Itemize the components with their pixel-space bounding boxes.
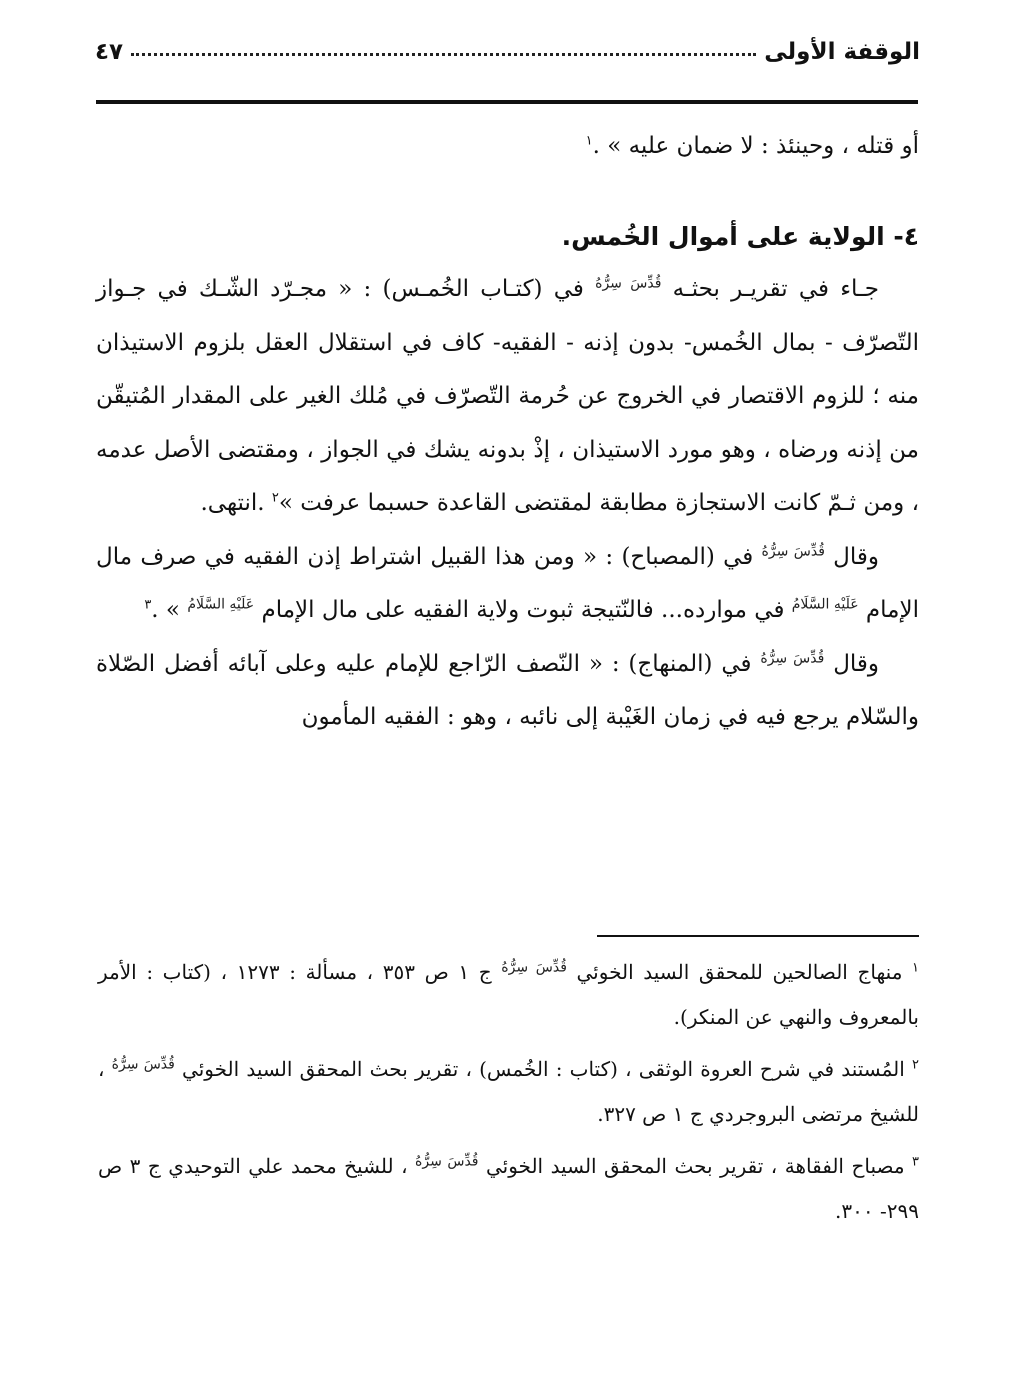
footnote-text: مصباح الفقاهة ، تقرير بحث المحقق السيد الخوئي bbox=[485, 1154, 905, 1178]
footnote-number: ١ bbox=[912, 960, 920, 976]
footnote-number: ٢ bbox=[912, 1057, 920, 1073]
running-header bbox=[95, 30, 920, 74]
honorific-mark: قُدِّسَ سِرُّهُ bbox=[760, 649, 825, 666]
para1-text-b: في (كتـاب الخُمـس) : « مجـرّد الشّـك في جـواز التّصرّف - بمال الخُمس- بدون إذنه - الفقيه- كاف في استقلال العقل بلزوم الاستيذان منه ؛ للزوم الاقتصار في الخروج عن حُرمة التّصرّف في مُلك الغير على المقدار المُتيقّن من إذنه ورضاه ، وهو مورد الاستيذان ، إذْ بدونه يشك في الجواز ، ومقتضى الأصل عدمه ، ومن ثـمّ كانت الاستجازة مطابقة لمقتضى القاعدة حسبما عرفت » bbox=[96, 276, 919, 516]
continuation-text: أو قتله ، وحينئذ : لا ضمان عليه » . bbox=[592, 133, 919, 159]
header-rule bbox=[96, 100, 918, 104]
honorific-mark: قُدِّسَ سِرُّهُ bbox=[595, 275, 662, 292]
footnote-text: ، للشيخ مرتضى البروجردي ج ١ ص ٣٢٧. bbox=[98, 1057, 919, 1126]
main-text bbox=[96, 120, 919, 745]
footnote-text: ، للشيخ محمد علي التوحيدي ج ٣ ص ٢٩٩- ٣٠٠. bbox=[98, 1154, 919, 1223]
footnote-number: ٣ bbox=[912, 1154, 919, 1170]
section-title: الوقفة الأولى bbox=[764, 39, 920, 65]
honorific-mark: عَلَيْهِ السَّلَامُ bbox=[791, 596, 859, 613]
honorific-mark: قُدِّسَ سِرُّهُ bbox=[111, 1056, 175, 1073]
para3-text-b: في (المنهاج) : « النّصف الرّاجع للإمام عليه وعلى آبائه أفضل الصّلاة والسّلام يرجع فيه في زمان الغَيْبة إلى نائبه ، وهو : الفقيه المأمون bbox=[96, 650, 919, 730]
para3-text-a: وقال bbox=[833, 650, 880, 677]
footnote-text: منهاج الصالحين للمحقق السيد الخوئي bbox=[576, 960, 903, 984]
para2-text-b: في (المصباح) : « ومن هذا القبيل اشتراط إذن الفقيه في صرف مال الإمام bbox=[96, 543, 919, 623]
footnote-3 bbox=[98, 1144, 919, 1233]
honorific-mark: عَلَيْهِ السَّلَامُ bbox=[187, 596, 255, 613]
page-number: ٤٧ bbox=[95, 39, 124, 65]
header-dot-leader bbox=[131, 43, 756, 56]
footnotes bbox=[98, 950, 919, 1233]
footnote-text: ج ١ ص ٣٥٣ ، مسألة : ١٢٧٣ ، (كتاب : الأمر بالمعروف والنهي عن المنكر). bbox=[98, 960, 919, 1029]
para2-text-a: وقال bbox=[833, 543, 879, 570]
footnote-2 bbox=[98, 1047, 919, 1136]
footnote-ref-1: ١ bbox=[585, 133, 593, 149]
para1-text-a: جـاء في تقريـر بحثـه bbox=[672, 276, 880, 302]
para1-text-c: .انتهى. bbox=[200, 490, 265, 516]
para2-text-d: » . bbox=[151, 597, 180, 623]
continuation-paragraph bbox=[96, 120, 919, 174]
footnote-separator bbox=[597, 935, 919, 937]
paragraph-khums-report bbox=[96, 263, 919, 531]
footnote-1 bbox=[98, 950, 919, 1039]
para2-text-c: في موارده... فالنّتيجة ثبوت ولاية الفقيه على مال الإمام bbox=[261, 597, 785, 623]
paragraph-misbah bbox=[96, 531, 919, 638]
honorific-mark: قُدِّسَ سِرُّهُ bbox=[501, 959, 567, 976]
footnote-ref-2: ٢ bbox=[271, 490, 279, 506]
footnote-text: المُستند في شرح العروة الوثقى ، (كتاب : الخُمس) ، تقرير بحث المحقق السيد الخوئي bbox=[182, 1057, 905, 1081]
paragraph-minhaj bbox=[96, 638, 919, 745]
section-heading: ٤- الولاية على أموال الخُمس. bbox=[561, 221, 919, 251]
honorific-mark: قُدِّسَ سِرُّهُ bbox=[761, 542, 825, 559]
footnote-ref-3: ٣ bbox=[144, 597, 152, 613]
honorific-mark: قُدِّسَ سِرُّهُ bbox=[415, 1153, 479, 1170]
